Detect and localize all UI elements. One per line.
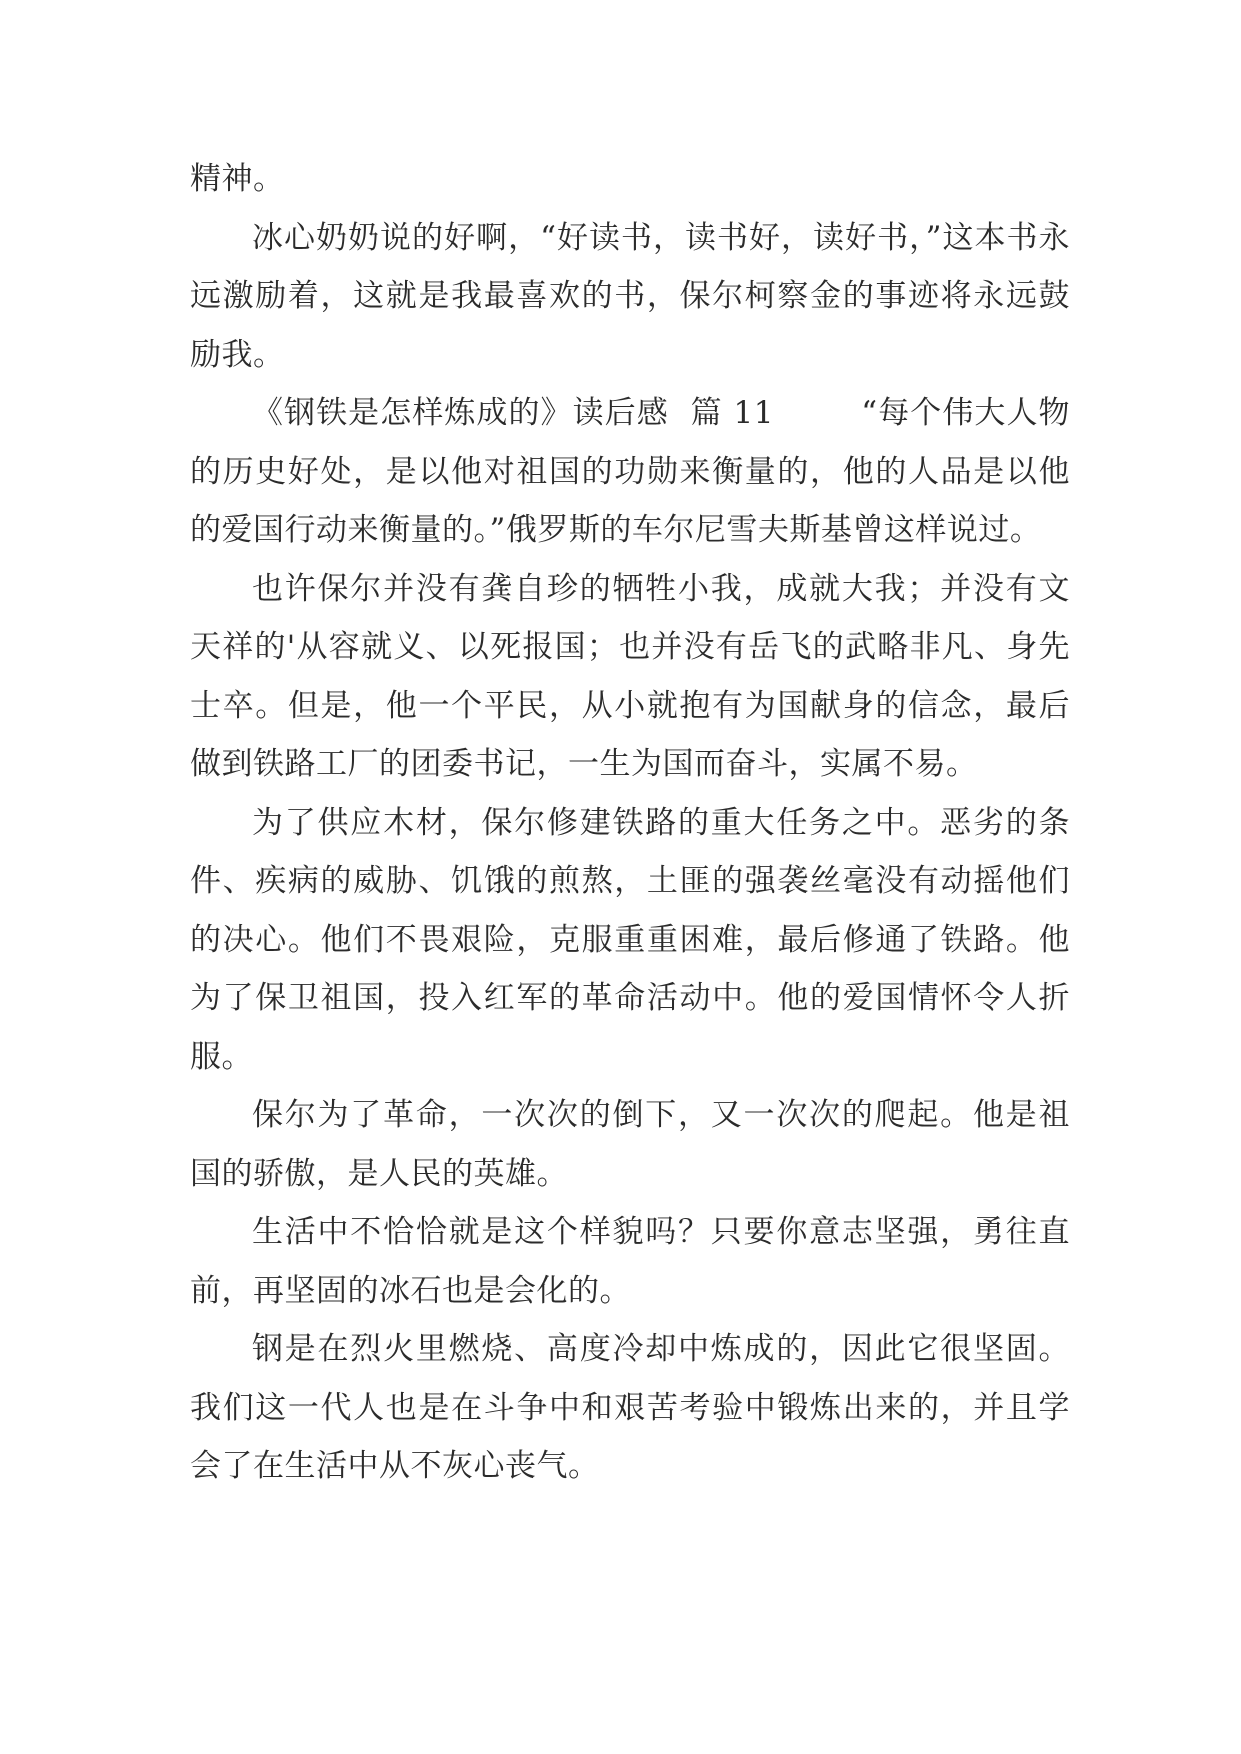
paragraph-heroes-comparison: 也许保尔并没有龚自珍的牺牲小我，成就大我；并没有文天祥的'从容就义、以死报国；也并没有岳飞的武略非凡、身先士卒。但是，他一个平民，从小就抱有为国献身的信念，最后做到铁路工厂的团委书记，一生为国而奋斗，实属不易。 (190, 570, 1070, 782)
paragraph-railway-construction: 为了供应木材，保尔修建铁路的重大任务之中。恶劣的条件、疾病的威胁、饥饿的煎熬，土匪的强袭丝毫没有动摇他们的决心。他们不畏艰险，克服重重困难，最后修通了铁路。他为了保卫祖国，投入红军的革命活动中。他的爱国情怀令人折服。 (190, 804, 1070, 1075)
paragraph-bingxin-quote: 冰心奶奶说的好啊，“好读书，读书好，读好书，”这本书永远激励着，这就是我最喜欢的书，保尔柯察金的事迹将永远鼓励我。 (190, 219, 1070, 373)
paragraph-life-lesson: 生活中不恰恰就是这个样貌吗？只要你意志坚强，勇往直前，再坚固的冰石也是会化的。 (190, 1214, 1070, 1309)
paragraph-revolution: 保尔为了革命，一次次的倒下，又一次次的爬起。他是祖国的骄傲，是人民的英雄。 (190, 1097, 1070, 1192)
paragraph-steel-tempering: 钢是在烈火里燃烧、高度冷却中炼成的，因此它很坚固。我们这一代人也是在斗争中和艰苦考验中锻炼出来的，并且学会了在生活中从不灰心丧气。 (190, 1331, 1070, 1484)
paragraph-continuation: 精神。 (190, 161, 285, 197)
paragraph-essay-11-heading: 《钢铁是怎样炼成的》读后感 篇 11 “每个伟大人物的历史好处，是以他对祖国的功勋来衡量的，他的人品是以他的爱国行动来衡量的。”俄罗斯的车尔尼雪夫斯基曾这样说过。 (190, 395, 1070, 548)
document-body (190, 150, 1070, 1496)
